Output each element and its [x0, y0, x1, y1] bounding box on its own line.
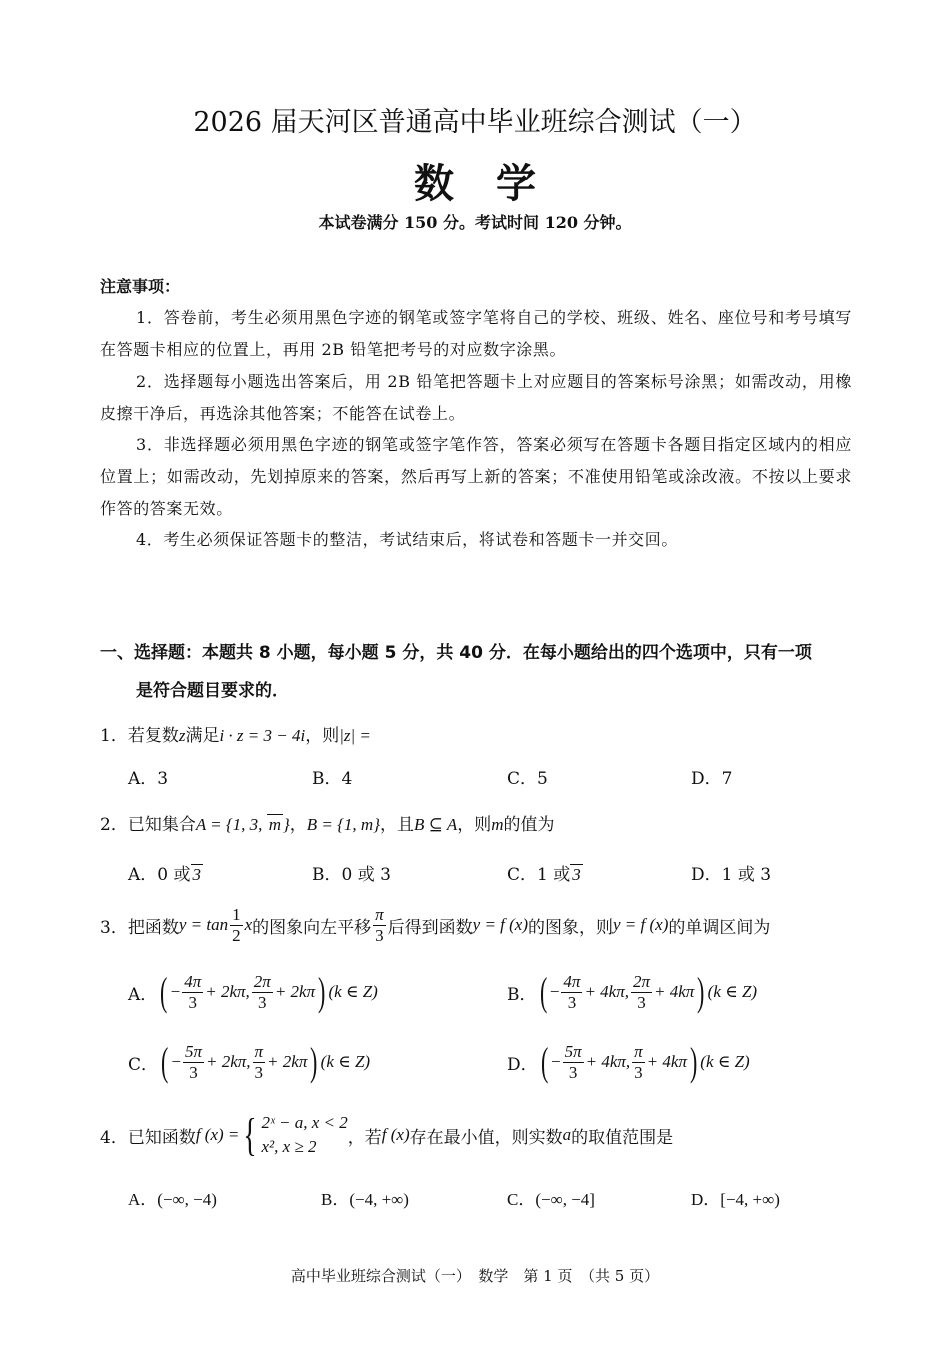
option-a: A．(−∞, −4)	[128, 1190, 217, 1209]
math-fraction	[563, 1042, 584, 1083]
math-expr: (k ∈ Z)	[707, 982, 758, 1001]
math-expr: + 2kπ,	[205, 1052, 251, 1071]
minus-sign: −	[550, 1052, 561, 1071]
math-expr: (k ∈ Z)	[320, 1052, 371, 1071]
minus-sign: −	[171, 1052, 181, 1071]
numerator: 4π	[184, 971, 202, 991]
math-var: m	[491, 815, 504, 834]
minus-sign: −	[170, 982, 181, 1001]
option-d: D．1 或 3	[691, 865, 772, 885]
option-d: D．[−4, +∞)	[691, 1190, 780, 1209]
option-text: 1 或	[537, 865, 571, 885]
question-text: 的单调区间为	[668, 917, 771, 938]
option-b: B．0 或 3	[312, 865, 391, 885]
question-text: ，则	[305, 726, 340, 746]
math-sqrt: m	[268, 815, 281, 834]
paren: )	[689, 1039, 698, 1084]
question-number: 1．	[100, 726, 128, 746]
question-text: 若复数	[127, 726, 179, 746]
paren: )	[318, 969, 326, 1014]
math-expr: f (x) =	[195, 1125, 240, 1144]
option-text: 0 或	[157, 865, 191, 885]
brace: {	[243, 1109, 258, 1160]
notice-item: 4．考生必须保证答题卡的整洁，考试结束后，将试卷和答题卡一并交回。	[136, 530, 678, 549]
math-var: a	[562, 1125, 572, 1144]
paren: )	[310, 1039, 318, 1084]
math-expr: }	[282, 815, 290, 834]
option-label: C．	[128, 1054, 159, 1075]
denominator: 3	[258, 992, 267, 1012]
math-expr: i · z = 3 − 4i	[219, 726, 306, 745]
question-1	[100, 721, 371, 746]
math-expr: f (x)	[381, 1125, 410, 1144]
option-d: D．7	[691, 769, 733, 789]
numerator: π	[254, 1041, 264, 1061]
denominator: 3	[567, 992, 577, 1012]
denominator: 3	[634, 1062, 643, 1082]
question-text: 的图象向左平移	[252, 917, 372, 938]
math-fraction	[230, 905, 243, 946]
math-expr: (k ∈ Z)	[328, 982, 378, 1001]
math-expr: y = f (x)	[472, 915, 529, 934]
numerator: 5π	[184, 1041, 202, 1061]
numerator: 4π	[563, 971, 581, 991]
piecewise-cases	[261, 1111, 347, 1159]
math-fraction	[561, 972, 582, 1013]
paren: (	[160, 969, 168, 1014]
option-b	[507, 968, 757, 1016]
math-expr: + 2kπ	[267, 1052, 308, 1071]
math-fraction	[253, 1042, 266, 1083]
math-var: z	[178, 726, 186, 745]
numerator: 2π	[253, 971, 271, 991]
option-b: B．4	[312, 769, 353, 789]
question-text: 存在最小值，则实数	[409, 1127, 563, 1148]
option-c: C．5	[507, 769, 548, 789]
subject-title: 数学	[414, 160, 578, 207]
math-expr: + 2kπ,	[205, 982, 250, 1001]
section-heading	[100, 634, 852, 710]
question-text: 已知函数	[127, 1127, 196, 1148]
math-expr: + 4kπ	[646, 1052, 687, 1071]
question-text: ，则	[457, 815, 492, 835]
question-text: 的图象，则	[528, 917, 614, 938]
option-a: A．3	[128, 769, 169, 789]
minus-sign: −	[549, 982, 560, 1001]
math-fraction	[632, 1042, 645, 1083]
math-fraction	[183, 1042, 204, 1083]
question-number: 4．	[100, 1127, 128, 1148]
math-sqrt: 3	[572, 865, 581, 884]
math-fraction	[182, 972, 203, 1013]
math-expr: y = f (x)	[613, 915, 669, 934]
option-label: C．	[507, 865, 538, 885]
paren: (	[539, 969, 547, 1014]
numerator: 1	[232, 904, 241, 924]
denominator: 2	[232, 925, 241, 945]
math-expr: |z| =	[339, 726, 371, 745]
question-text: ，	[289, 815, 307, 835]
option-label: A．	[128, 984, 158, 1005]
notice-item: 1．答卷前，考生必须用黑色字迹的钢笔或签字笔将自己的学校、班级、姓名、座位号和考号填写在答题卡相应的位置上，再用 2B 铅笔把考号的对应数字涂黑。	[100, 308, 852, 359]
question-2	[100, 810, 555, 835]
math-expr: (k ∈ Z)	[700, 1052, 750, 1071]
exam-title: 2026 届天河区普通高中毕业班综合测试（一）	[193, 107, 757, 138]
option-c	[507, 860, 583, 885]
question-text: ，若	[347, 1127, 382, 1148]
denominator: 3	[568, 1062, 578, 1082]
math-expr: + 4kπ	[654, 982, 695, 1001]
question-number: 2．	[100, 815, 128, 835]
question-text: ，且	[380, 815, 415, 835]
numerator: π	[634, 1041, 643, 1061]
numerator: π	[375, 904, 384, 924]
option-a	[128, 968, 378, 1016]
numerator: 2π	[633, 971, 651, 991]
option-b: B．(−4, +∞)	[321, 1190, 409, 1209]
case-line: x², x ≥ 2	[261, 1137, 317, 1156]
question-text: 把函数	[127, 917, 179, 938]
option-c: C．(−∞, −4]	[507, 1190, 595, 1209]
question-number: 3．	[100, 917, 128, 938]
option-label: B．	[507, 984, 537, 1005]
question-text: 已知集合	[127, 815, 196, 835]
notice-item: 3．非选择题必须用黑色字迹的钢笔或签字笔作答，答案必须写在答题卡各题目指定区域内的相应位置上；如需改动，先划掉原来的答案，然后再写上新的答案；不准使用铅笔或涂改液。不按以上要求作答的答案无效。	[100, 435, 852, 518]
math-expr: B = {1, m}	[306, 815, 381, 834]
math-expr: + 2kπ	[274, 982, 316, 1001]
paren: (	[161, 1039, 169, 1084]
math-fraction	[252, 972, 273, 1013]
question-4	[100, 1108, 673, 1162]
case-line: 2ˣ − a, x < 2	[261, 1113, 348, 1132]
math-var: x	[244, 915, 253, 934]
math-expr: + 4kπ,	[584, 982, 629, 1001]
notice-heading: 注意事项：	[100, 277, 181, 296]
math-expr: A = {1, 3,	[195, 815, 267, 834]
denominator: 3	[375, 925, 384, 945]
question-text: 后得到函数	[387, 917, 473, 938]
math-expr: B ⊆ A	[414, 815, 458, 834]
option-a	[128, 860, 203, 885]
section-line-1: 一、选择题：本题共 8 小题，每小题 5 分，共 40 分．在每小题给出的四个选项中，只有一项	[100, 643, 812, 663]
denominator: 3	[189, 1062, 198, 1082]
denominator: 3	[637, 992, 646, 1012]
option-label: D．	[507, 1054, 538, 1075]
option-label: A．	[128, 865, 158, 885]
question-text: 的取值范围是	[571, 1127, 674, 1148]
paren: )	[697, 969, 705, 1014]
numerator: 5π	[564, 1041, 582, 1061]
question-text: 满足	[185, 726, 220, 746]
denominator: 3	[254, 1062, 264, 1082]
math-expr: y = tan	[178, 915, 229, 934]
exam-meta: 本试卷满分 150 分。考试时间 120 分钟。	[318, 213, 632, 232]
math-fraction	[373, 905, 386, 946]
question-text: 的值为	[503, 815, 555, 835]
math-fraction	[631, 972, 652, 1013]
notice-item: 2．选择题每小题选出答案后，用 2B 铅笔把答题卡上对应题目的答案标号涂黑；如需改动，用橡皮擦干净后，再选涂其他答案；不能答在试卷上。	[100, 372, 852, 423]
page-footer: 高中毕业班综合测试（一） 数学 第 1 页 （共 5 页）	[290, 1267, 660, 1285]
option-c	[128, 1038, 370, 1086]
question-3	[100, 902, 770, 948]
paren: (	[540, 1039, 548, 1084]
denominator: 3	[188, 992, 197, 1012]
section-line-2: 是符合题目要求的．	[136, 681, 289, 701]
option-d	[507, 1038, 750, 1086]
math-sqrt: 3	[192, 865, 202, 884]
math-expr: + 4kπ,	[585, 1052, 631, 1071]
